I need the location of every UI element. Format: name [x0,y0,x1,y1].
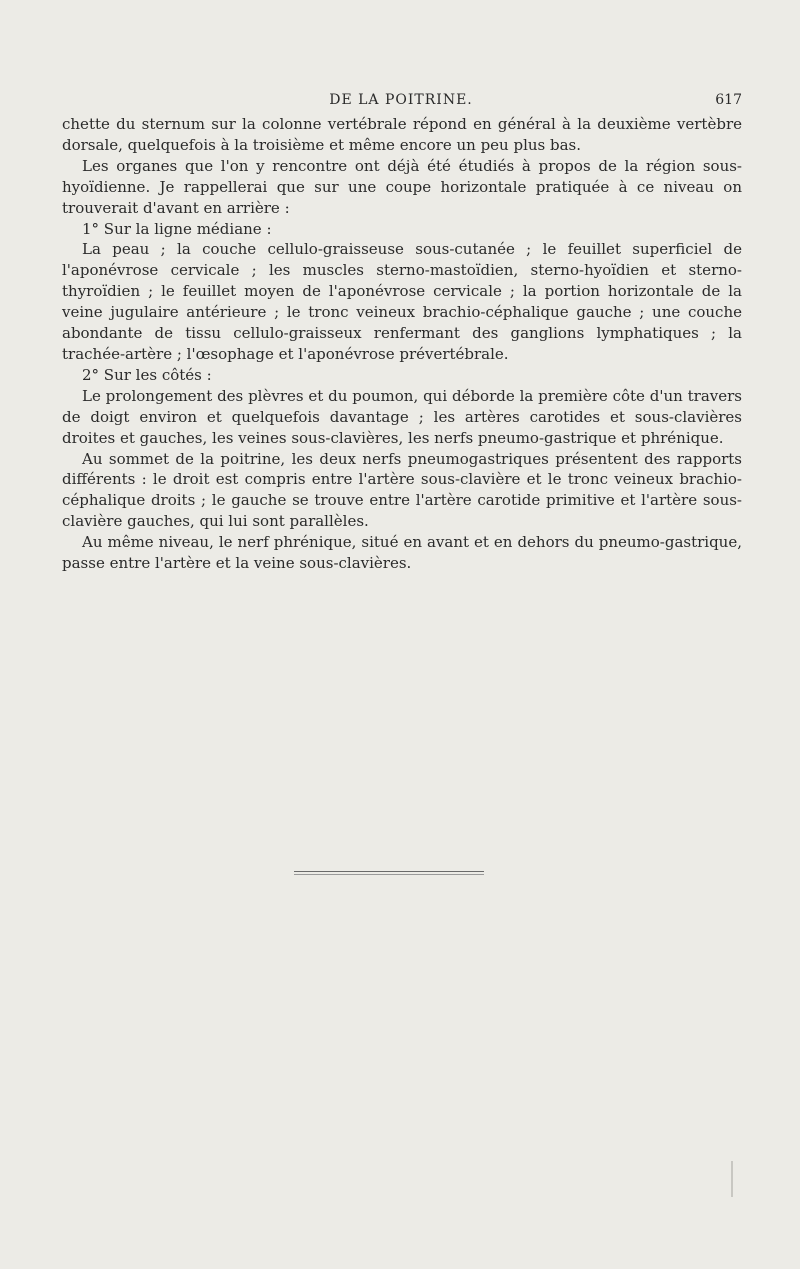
paragraph-prolongement: Le prolongement des plèvres et du poumon, qui déborde la première côte d'un travers de doigt environ et quelquefois davantage ; les artères carotides et sous-clavières droites et gauches, les veines sous-clavières, les nerfs pneumo-gastrique et phrénique. [62,386,742,447]
paragraph-organes: Les organes que l'on y rencontre ont déjà été étudiés à propos de la région sous-hyoïdienne. Je rappellerai que sur une coupe horizontale pratiquée à ce niveau on trouverait d'avant en arrière : [62,156,742,217]
closing-rule-secondary [294,874,484,875]
closing-rule [294,871,484,872]
heading-ligne-mediane: 1° Sur la ligne médiane : [82,219,272,238]
paragraph-nerf-phrenique: Au même niveau, le nerf phrénique, situé en avant et en dehors du pneumo-gastrique, passe entre l'artère et la veine sous-clavières. [62,533,742,573]
margin-mark [731,1161,733,1197]
paragraph-sommet: Au sommet de la poitrine, les deux nerfs pneumogastriques présentent des rapports différents : le droit est compris entre l'artère sous-clavière et le tronc veineux brachio-céphalique droits ; le gauche se trouve entre l'artère carotide primitive et l'artère sous-clavière gauches, qui lui sont parallèles. [62,449,742,531]
page-number: 617 [715,92,742,108]
heading-cotes: 2° Sur les côtés : [82,365,212,384]
paragraph-peau: La peau ; la couche cellulo-graisseuse sous-cutanée ; le feuillet superficiel de l'aponévrose cervicale ; les muscles sterno-mastoïdien, sterno-hyoïdien et sterno-thyroïdien ; le feuillet moyen de l'aponévrose cervicale ; la portion horizontale de la veine jugulaire antérieure ; le tronc veineux brachio-céphalique gauche ; une couche abondante de tissu cellulo-graisseux renfermant des ganglions lymphatiques ; la trachée-artère ; l'œsophage et l'aponévrose prévertébrale. [62,240,742,363]
running-title: DE LA POITRINE. [329,92,473,108]
paragraph-continuation: chette du sternum sur la colonne vertébrale répond en général à la deuxième vertèbre dorsale, quelquefois à la troisième et même encore un peu plus bas. [62,115,742,154]
body-text [62,114,742,574]
running-header [60,90,742,114]
